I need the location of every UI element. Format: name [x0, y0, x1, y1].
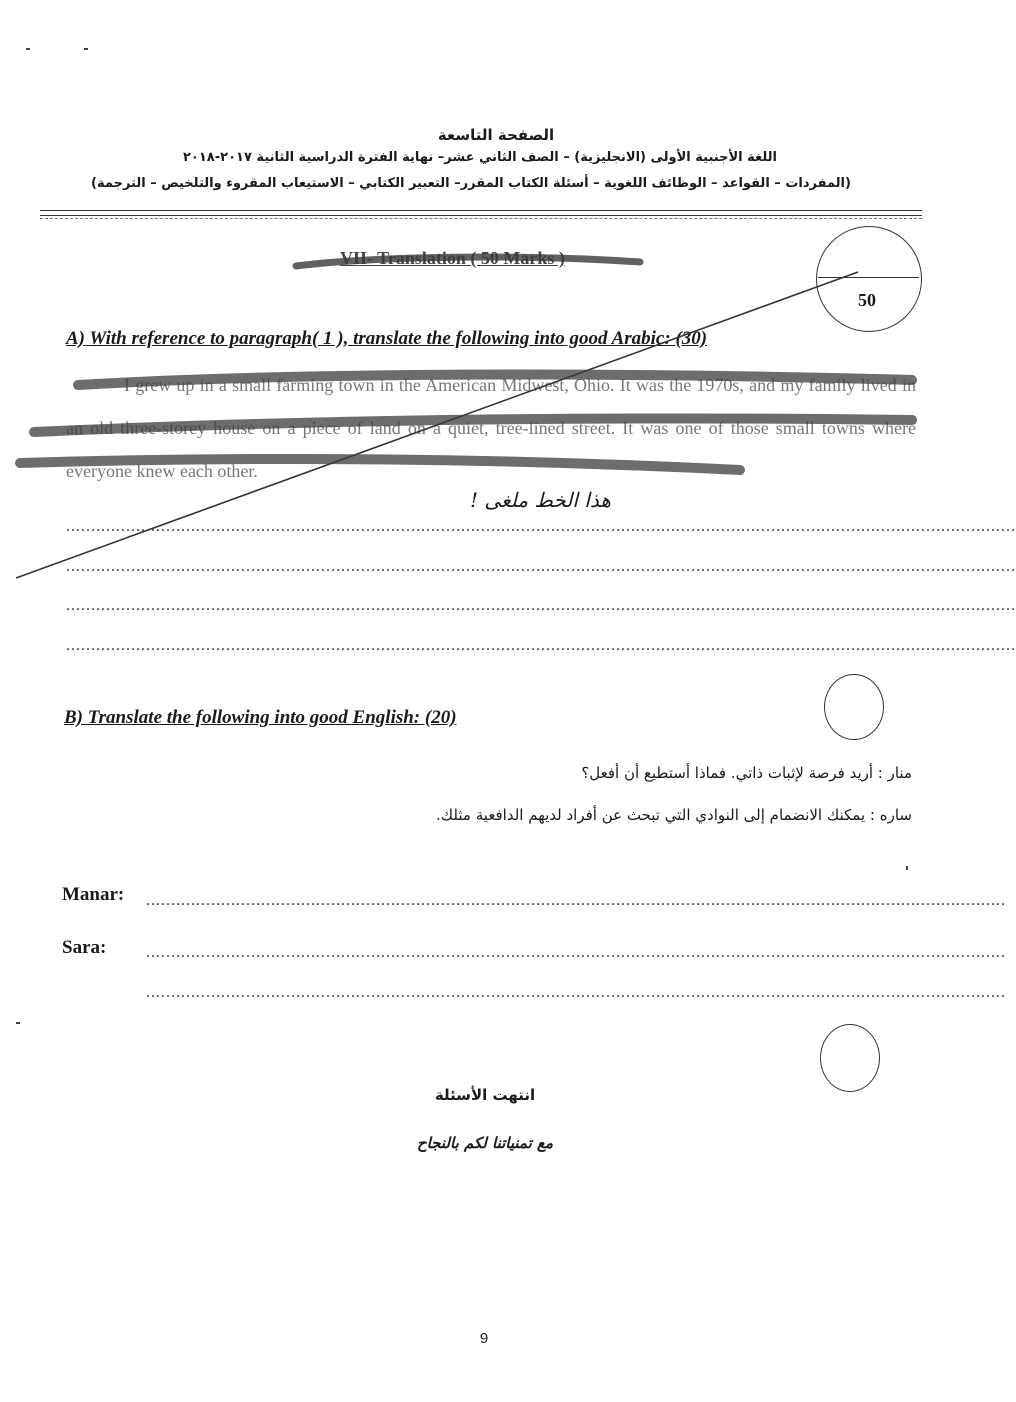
section-title: VII- Translation ( 50 Marks )	[340, 248, 565, 268]
dialogue-line-manar: منار : أريد فرصة لإثبات ذاتي. فماذا أستطيع أن أفعل؟	[581, 764, 912, 782]
source-passage-text: I grew up in a small farming town in the American Midwest, Ohio. It was the 1970s, and my family lived in an old three-storey house on a piece of land on a quiet, tree-lined street. It was one of those small towns where everyone knew each other.	[66, 375, 916, 481]
exam-topics: (المفردات – القواعد – الوظائف اللغوية – أسئلة الكتاب المقرر– التعبير الكتابي – الاستيعاب المقروء والتلخيص – الترجمة)	[91, 176, 851, 191]
answer-line-2[interactable]: ..............................................................................................................................................................................................	[66, 558, 1016, 575]
sara-answer-line-1[interactable]: ............................................................................................................................................................................	[146, 944, 1006, 961]
handwritten-note: هذا الخط ملغى !	[470, 488, 611, 512]
page-title: الصفحة التاسعة	[437, 126, 555, 144]
passage-strike-stroke-3	[20, 459, 740, 470]
page-number: 9	[479, 1330, 489, 1347]
sara-answer-line-2[interactable]: ............................................................................................................................................................................	[146, 984, 1006, 1001]
score-value: 50	[858, 290, 876, 310]
answer-line-1[interactable]: ..............................................................................................................................................................................................	[66, 518, 1016, 535]
title-strike-stroke	[296, 257, 640, 266]
good-luck-message: مع تمنياتنا لكم بالنجاح	[416, 1134, 554, 1152]
answer-line-4[interactable]: ..............................................................................................................................................................................................	[66, 637, 1016, 654]
end-of-questions: انتهت الأسئلة	[434, 1086, 536, 1104]
part-a-heading: A) With reference to paragraph( 1 ), translate the following into good Arabic: (30)	[66, 328, 708, 349]
passage-strike-stroke-1	[78, 375, 912, 385]
answer-line-3[interactable]: ..............................................................................................................................................................................................	[66, 597, 1016, 614]
exam-subtitle: اللغة الأجنبية الأولى (الانجليزية) – الصف الثاني عشر– نهاية الفترة الدراسية الثانية ٢٠١٧-٢٠١٨	[183, 150, 777, 165]
manar-answer-line[interactable]: ............................................................................................................................................................................	[146, 892, 1006, 909]
dialogue-line-sara: ساره : يمكنك الانضمام إلى النوادي التي تبحث عن أفراد لديهم الدافعية مثلك.	[435, 806, 912, 824]
passage-strike-stroke-2	[34, 419, 912, 433]
part-b-heading: B) Translate the following into good English: (20)	[64, 707, 457, 728]
sara-label: Sara:	[62, 937, 107, 958]
manar-label: Manar:	[62, 884, 125, 905]
